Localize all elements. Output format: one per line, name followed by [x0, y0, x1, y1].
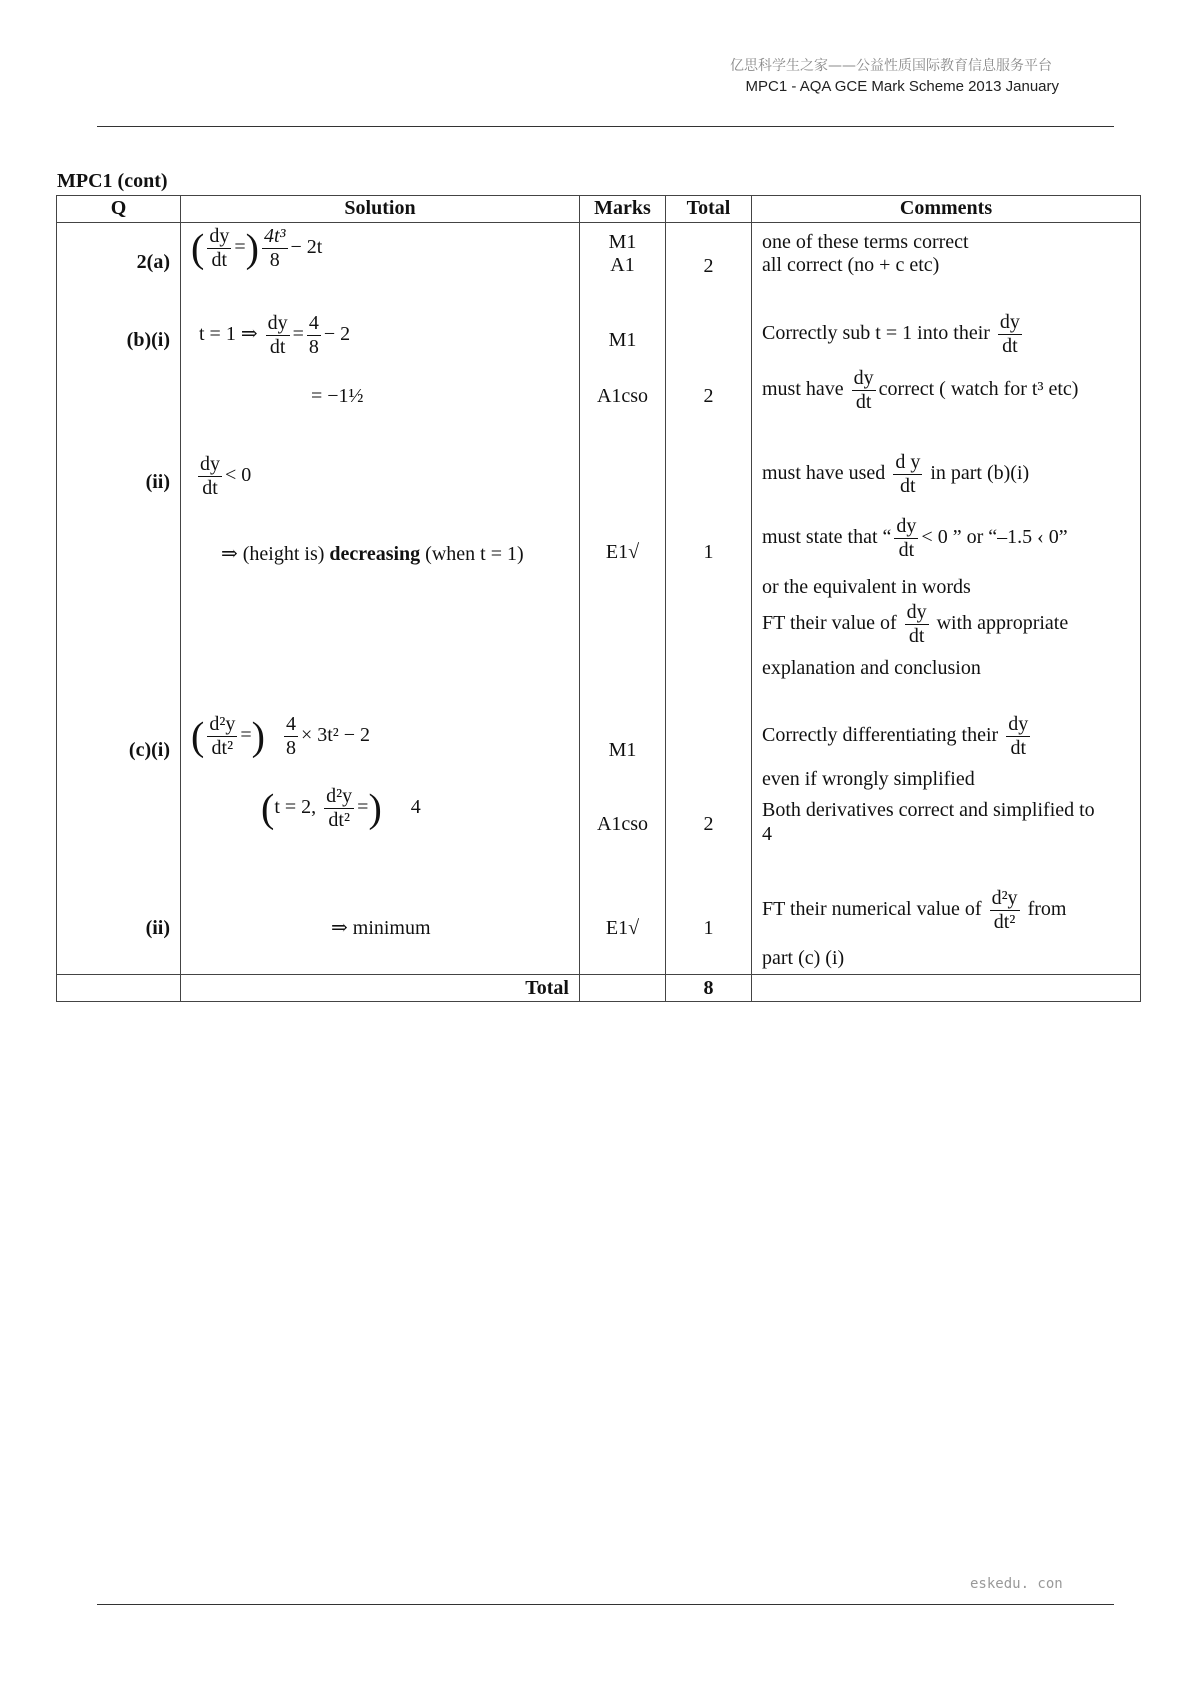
total-row: [57, 975, 1141, 1002]
mark: E1√: [605, 540, 640, 563]
term: − 2t: [290, 236, 323, 259]
term: t = 1 ⇒: [199, 322, 258, 345]
question-label: 2(a): [136, 251, 170, 273]
total-value: 8: [666, 975, 752, 1002]
frac-num: 4: [285, 712, 296, 735]
comment: Both derivatives correct and simplified to: [762, 798, 1095, 821]
comment-text: must have: [762, 377, 844, 400]
equals: =: [357, 795, 369, 818]
frac-den: dt: [202, 476, 218, 499]
frac-den: dt²: [328, 808, 350, 831]
solution-expression: [199, 312, 350, 359]
equals: =: [240, 723, 252, 746]
frac-num: d²y: [991, 886, 1018, 909]
frac-num: dy: [200, 452, 220, 475]
mark-scheme-table: [56, 195, 1141, 1002]
comment: [762, 601, 1068, 648]
row-total: 1: [703, 540, 714, 563]
comment: [762, 515, 1068, 562]
question-label: (ii): [145, 916, 170, 939]
comment: [762, 713, 1033, 760]
frac-num: d²y: [209, 712, 236, 735]
comment: [762, 367, 1078, 414]
section-title: MPC1 (cont): [57, 170, 168, 192]
table-row: [57, 451, 1141, 713]
frac-den: dt: [269, 335, 286, 358]
frac-num: dy: [209, 225, 230, 247]
term: × 3t² − 2: [300, 723, 371, 746]
frac-den: dt: [1010, 736, 1026, 759]
frac-num: dy: [999, 310, 1020, 333]
frac-den: dt: [855, 390, 872, 413]
term: < 0: [225, 463, 252, 486]
question-label: (ii): [145, 470, 170, 493]
comment-text: FT their numerical value of: [762, 897, 982, 920]
footer-watermark: eskedu. con: [970, 1576, 1063, 1592]
row-total: 2: [703, 384, 714, 407]
mark: A1cso: [596, 812, 649, 835]
frac-den: dt: [1002, 334, 1018, 357]
mark: E1√: [605, 916, 640, 939]
col-comments: Comments: [752, 196, 1141, 223]
solution-expression: [195, 453, 251, 500]
solution-conclusion: [221, 541, 524, 566]
question-label: (b)(i): [126, 328, 170, 351]
comment: [762, 311, 1025, 358]
row-total: 1: [703, 916, 714, 939]
frac-den: dt: [900, 474, 916, 497]
col-solution: Solution: [181, 196, 580, 223]
comment-text: must have used: [762, 461, 886, 484]
frac-den: dt²: [993, 910, 1016, 933]
header-site-title: 亿思科学生之家——公益性质国际教育信息服务平台: [730, 58, 1052, 74]
mark: A1cso: [596, 384, 649, 407]
mark: M1: [608, 231, 637, 253]
mark: A1: [610, 254, 635, 276]
frac-num: d²y: [326, 784, 353, 807]
solution-conclusion: ⇒ minimum: [331, 916, 431, 939]
comment-text: correct ( watch for t³ etc): [878, 377, 1079, 400]
comment-text: from: [1027, 897, 1067, 920]
frac-den: 8: [269, 249, 280, 271]
frac-num: 4t³: [263, 225, 286, 247]
table-row: [57, 713, 1141, 883]
term: 4: [410, 795, 421, 818]
header-rule: [97, 126, 1114, 127]
comment-text: Correctly sub t = 1 into their: [762, 321, 990, 344]
question-label: (c)(i): [128, 738, 170, 761]
comment-text: FT their value of: [762, 611, 897, 634]
equals: =: [292, 322, 304, 345]
comment: part (c) (i): [762, 946, 845, 969]
frac-den: dt: [908, 624, 925, 647]
comment-text: must state that “: [762, 525, 892, 548]
term: ⇒ (height is): [221, 542, 325, 565]
col-q: Q: [57, 196, 181, 223]
footer-rule: [97, 1604, 1114, 1605]
equals: =: [234, 236, 246, 259]
comment: all correct (no + c etc): [762, 254, 940, 276]
frac-num: 4: [308, 311, 319, 334]
col-total: Total: [666, 196, 752, 223]
col-marks: Marks: [580, 196, 666, 223]
comment: explanation and conclusion: [762, 656, 981, 679]
solution-expression: ( $\frac{\text{d²y}}{\text{dt²}}$ =) $\frac{4}{8}$ × 3t² − 2: [191, 712, 371, 759]
term: t = 2,: [274, 795, 317, 818]
table-row: [57, 223, 1141, 309]
mark: M1: [608, 328, 637, 351]
solution-result: = −1½: [311, 384, 364, 407]
frac-num: dy: [853, 366, 874, 389]
comment: [762, 887, 1066, 934]
term: (when t = 1): [425, 542, 524, 565]
solution-expression: ( $\frac{dy}{dt}$ =) $\frac{\text{4t³}}{8}$ − 2t: [191, 225, 323, 271]
solution-expression: (t = 2, $\frac{\text{d²y}}{\text{dt²}}$ =) 4: [261, 784, 421, 831]
header-document-title: MPC1 - AQA GCE Mark Scheme 2013 January: [745, 78, 1059, 95]
frac-den: dt²: [211, 736, 234, 759]
comment-text: in part (b)(i): [930, 461, 1030, 484]
frac-num: dy: [906, 600, 927, 623]
table-row: [57, 883, 1141, 975]
frac-num: dy: [1008, 712, 1029, 735]
comment-text: Correctly differentiating their: [762, 723, 999, 746]
comment-text: with appropriate: [936, 611, 1069, 634]
total-label: Total: [181, 975, 580, 1002]
table-row: [57, 309, 1141, 451]
term: − 2: [323, 322, 351, 345]
term-bold: decreasing: [329, 542, 421, 565]
comment: or the equivalent in words: [762, 575, 971, 598]
frac-den: 8: [308, 335, 319, 358]
frac-den: 8: [285, 736, 296, 759]
row-total: 2: [703, 812, 714, 835]
comment: [762, 451, 1029, 498]
row-total: 2: [703, 255, 714, 277]
comment: one of these terms correct: [762, 231, 969, 253]
mark: M1: [608, 738, 637, 761]
comment: 4: [762, 822, 772, 845]
frac-den: dt: [211, 249, 228, 271]
frac-num: d y: [895, 450, 921, 473]
frac-num: dy: [267, 311, 288, 334]
comment: even if wrongly simplified: [762, 767, 975, 790]
frac-num: dy: [896, 514, 917, 537]
comment-text: < 0 ” or “–1.5 ‹ 0”: [921, 525, 1068, 548]
frac-den: dt: [898, 538, 915, 561]
